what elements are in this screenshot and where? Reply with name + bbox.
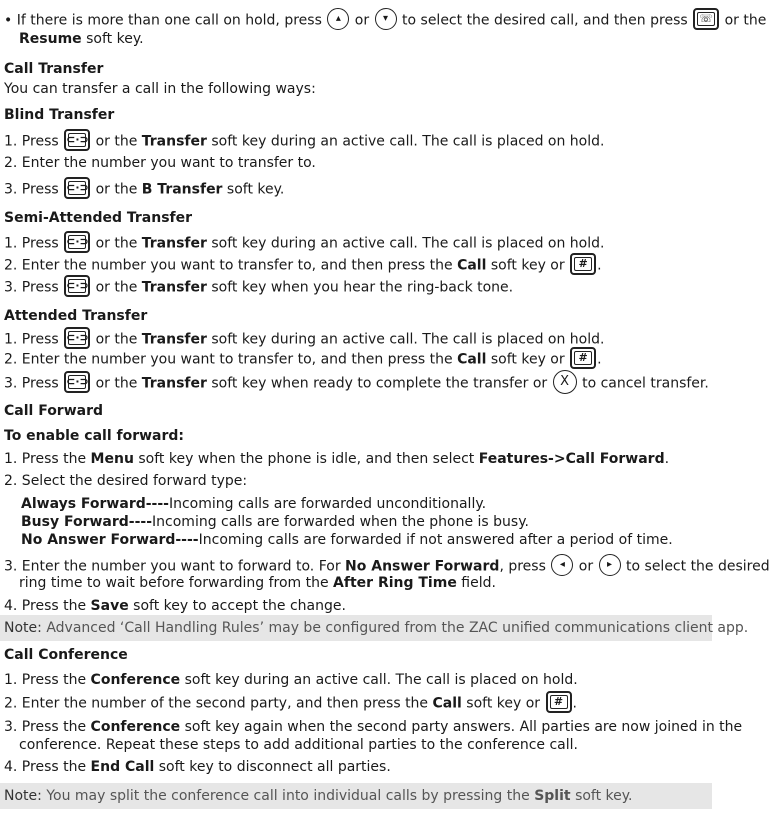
transfer-key-icon: ⊂·⊃ [64,275,90,297]
text: soft key during an active call. The call is placed on hold. [184,672,578,688]
text: Call [457,257,487,274]
conference-step-3 [4,718,743,736]
attended-heading: Attended Transfer [4,308,148,324]
text: Save [90,598,129,614]
handset-key-icon: ☏ [693,8,719,30]
forward-step-1 [4,450,714,468]
text: . [572,695,577,712]
send-key-icon: # [570,347,596,369]
hold-line-2 [19,30,714,48]
text: Call [432,695,462,712]
transfer-key-icon: ⊂·⊃ [64,231,90,253]
text: soft key during an active call. The call is placed on hold. [211,331,605,348]
split-label: Split [534,788,571,804]
forward-step-3b [19,574,714,592]
text: . [597,351,602,368]
blind-step-2: 2. Enter the number you want to transfer to. [4,155,316,171]
text: Conference [90,719,181,735]
text: field. [461,575,496,591]
note-split [0,783,712,809]
call-forward-heading: Call Forward [4,403,104,419]
blind-step-1 [4,132,714,151]
text: or the [95,279,138,296]
attended-step-1 [4,330,714,349]
text: soft key or [490,351,565,368]
text: Always Forward---- [21,496,169,512]
attended-step-3 [4,373,714,394]
cancel-x-key-icon: X [553,370,577,394]
right-key-icon: ▸ [599,554,621,576]
text: . [597,257,602,274]
forward-type-always [21,495,714,513]
text: , press [499,558,546,575]
text: soft key again when the second party answers. All parties are now joined in the [184,719,743,735]
conference-step-2 [4,694,714,713]
down-key-icon: ▾ [375,8,397,30]
text: 4. Press the [4,598,87,614]
text: Transfer [141,133,207,150]
text: After Ring Time [333,575,457,591]
text: soft key to accept the change. [133,598,346,614]
text: 1. Press [4,331,59,348]
note-label: Note: [4,788,42,804]
text: or the [95,181,138,198]
text: to select the desired [626,558,770,575]
text: soft key to disconnect all parties. [158,759,391,775]
text: or the [95,235,138,252]
text: Transfer [141,331,207,348]
text: or the [95,375,138,392]
text: End Call [90,759,155,775]
text: or the [95,331,138,348]
text: 3. Enter the number you want to forward to. For [4,558,341,575]
text: to cancel transfer. [582,375,709,392]
text: or [578,558,594,575]
text: ring time to wait before forwarding from the [19,575,329,591]
text: Transfer [141,375,207,392]
text: to select the desired call, and then press [402,12,688,29]
text: . [664,451,670,467]
text: Busy Forward---- [21,514,153,530]
text: 1. Press [4,235,59,252]
semi-attended-heading: Semi-Attended Transfer [4,210,193,226]
attended-step-2 [4,350,714,369]
text: Transfer [141,235,207,252]
text: soft key. [226,181,285,198]
up-key-icon: ▴ [327,8,349,30]
text: No Answer Forward [345,558,500,575]
text: Transfer [141,279,207,296]
send-key-icon: # [570,253,596,275]
text: 3. Press [4,375,59,392]
text: Incoming calls are forwarded if not answered after a period of time. [198,532,673,548]
text: 2. Enter the number of the second party, and then press the [4,695,429,712]
text: 2. Enter the number you want to transfer to, and then press the [4,257,453,274]
text: or the [95,133,138,150]
text: • If there is more than one call on hold, press [4,12,322,29]
note-call-handling [0,615,749,641]
text: 1. Press the [4,672,87,688]
call-conference-heading: Call Conference [4,647,128,663]
resume-label: Resume [19,31,82,47]
text: B Transfer [141,181,223,198]
semi-step-1 [4,234,714,253]
transfer-key-icon: ⊂·⊃ [64,177,90,199]
text: or [354,12,370,29]
text: 1. Press [4,133,59,150]
text: Conference [90,672,181,688]
blind-step-3 [4,180,714,199]
text: Call [457,351,487,368]
semi-step-3 [4,278,714,297]
transfer-intro: You can transfer a call in the following ways: [4,81,316,97]
text: 1. Press the [4,451,87,467]
text: soft key or [466,695,541,712]
transfer-key-icon: ⊂·⊃ [64,371,90,393]
note-text: Advanced ‘Call Handling Rules’ may be configured from the ZAC unified communications client app. [46,620,749,636]
text: 3. Press [4,181,59,198]
text: soft key when you hear the ring-back tone. [211,279,514,296]
text: or the [724,12,767,29]
text: Incoming calls are forwarded when the phone is busy. [152,514,529,530]
blind-transfer-heading: Blind Transfer [4,107,115,123]
note-text: You may split the conference call into individual calls by pressing the [46,788,530,804]
transfer-key-icon: ⊂·⊃ [64,327,90,349]
conference-step-3b: conference. Repeat these steps to add additional parties to the conference call. [19,737,578,753]
call-transfer-heading: Call Transfer [4,61,104,77]
text: soft key during an active call. The call is placed on hold. [211,133,605,150]
semi-step-2 [4,256,714,275]
enable-forward-heading: To enable call forward: [4,428,185,444]
forward-step-2: 2. Select the desired forward type: [4,473,248,489]
text: 3. Press [4,279,59,296]
note-text: soft key. [575,788,633,804]
text: 3. Press the [4,719,87,735]
text: soft key when ready to complete the transfer or [211,375,548,392]
forward-type-busy [21,513,714,531]
send-key-icon: # [546,691,572,713]
text: Incoming calls are forwarded unconditionally. [168,496,487,512]
text: Menu [90,451,134,467]
text: soft key. [86,31,144,47]
text: 4. Press the [4,759,87,775]
text: soft key when the phone is idle, and then select [138,451,475,467]
text: Features->Call Forward [478,451,665,467]
hold-line-1 [4,11,767,30]
transfer-key-icon: ⊂·⊃ [64,129,90,151]
text: soft key or [490,257,565,274]
note-label: Note: [4,620,42,636]
left-key-icon: ◂ [551,554,573,576]
forward-step-4 [4,597,714,615]
text: 2. Enter the number you want to transfer to, and then press the [4,351,453,368]
text: No Answer Forward---- [21,532,199,548]
text: soft key during an active call. The call is placed on hold. [211,235,605,252]
forward-type-noanswer [21,531,714,549]
conference-step-4 [4,758,714,776]
conference-step-1 [4,671,714,689]
